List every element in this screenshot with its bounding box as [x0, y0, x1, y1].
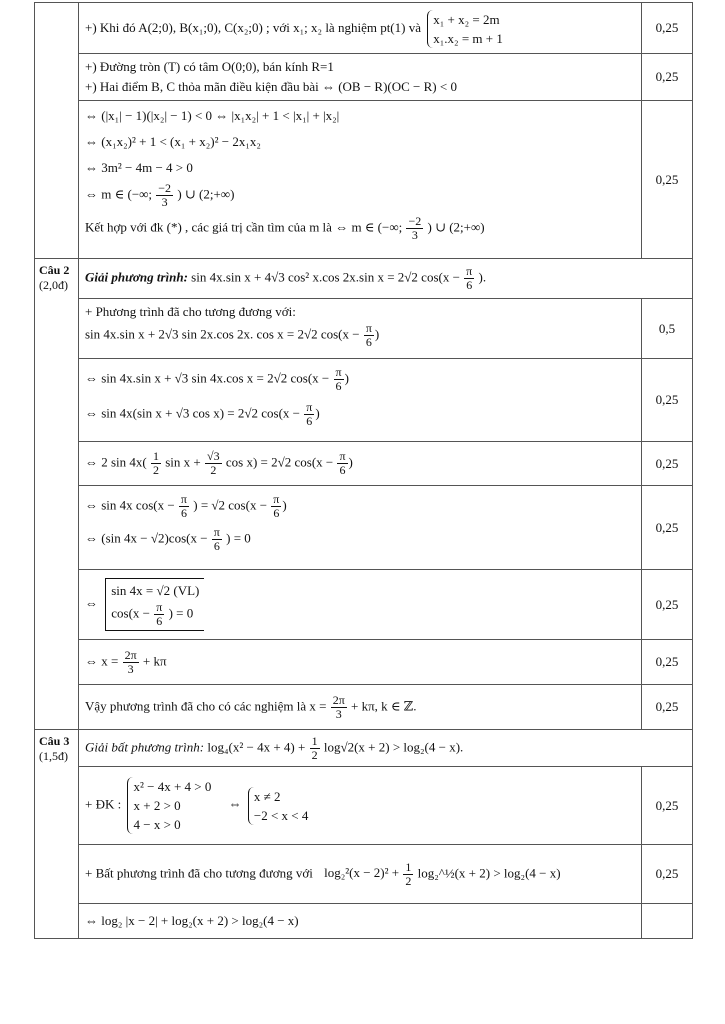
score-cell: 0,25: [642, 767, 693, 845]
score-cell: 0,25: [642, 570, 693, 640]
condition-info: +) Hai điểm B, C thỏa mãn điều kiện đầu bài ⇔ (OB − R)(OC − R) < 0: [85, 79, 457, 94]
table-row: [35, 359, 693, 442]
score-cell: 0,25: [642, 685, 693, 730]
equation: ⇔ log₂ |x − 2| + log₂(x + 2) > log₂(4 − x): [85, 913, 299, 928]
or-bracket: sin 4x = √2 (VL) cos(x − $\frac{\pi}{6}$ ) = 0: [105, 578, 204, 631]
vieta-product: x₁.x₂ = m + 1: [433, 31, 503, 47]
fraction: $\frac{\pi}{6}$: [180, 492, 187, 520]
fraction: $\frac{\pi}{6}$: [365, 321, 372, 349]
content-cell: [79, 486, 642, 570]
content-cell: [79, 101, 642, 259]
conclusion-m: Kết hợp với đk (*) , các giá trị cần tìm của m là ⇔ m ∈ (−∞; $\frac{-2}{3}$ ) ∪ (2;+∞): [85, 214, 485, 242]
score-cell: 0,25: [642, 359, 693, 442]
problem-title: Giải bất phương trình:: [85, 738, 205, 754]
content-cell: [79, 845, 642, 904]
content-cell: [79, 3, 642, 54]
solution-table: [34, 2, 693, 939]
score-cell: 0,25: [642, 640, 693, 685]
equivalent-inequality: + Bất phương trình đã cho tương đương với log₂²(x − 2)² + $\frac{1}{2}$ log₂^½(x + 2) > log₂(4 − x): [85, 859, 561, 888]
fraction: $\frac{\pi}{6}$: [213, 525, 220, 553]
question-cell: [35, 3, 79, 259]
score-cell: 0,25: [642, 442, 693, 486]
content-cell: [79, 904, 642, 939]
question-cell: [35, 730, 79, 939]
question-points: (2,0đ): [39, 278, 68, 292]
equation: ⇔ (sin 4x − √2)cos(x − $\frac{\pi}{6}$ ) = 0: [85, 525, 251, 553]
fraction: $\frac{√3}{2}$: [207, 449, 220, 477]
table-row: [35, 299, 693, 359]
fraction: $\frac{\pi}{6}$: [335, 365, 342, 393]
fraction: $\frac{1}{2}$: [311, 733, 318, 762]
equation: ⇔ sin 4x.sin x + √3 sin 4x.cos x = 2√2 cos(x − $\frac{\pi}{6}$ ): [85, 365, 349, 393]
vieta-sum: x₁ + x₂ = 2m: [433, 12, 500, 28]
table-row: [35, 904, 693, 939]
fraction: $\frac{-2}{3}$: [408, 214, 422, 242]
content-cell: [79, 54, 642, 101]
score-cell: 0,5: [642, 299, 693, 359]
table-row: [35, 730, 693, 767]
table-row: [35, 685, 693, 730]
content-cell: [79, 359, 642, 442]
condition-system: x² − 4x + 4 > 0 x + 2 > 0 4 − x > 0: [127, 777, 211, 834]
equation: ⇔ 2 sin 4x( $\frac{1}{2}$ sin x + $\frac{√3}{2}$ cos x) = 2√2 cos(x − $\frac{\pi}{6}$ ): [85, 449, 353, 477]
khi-do-text: +) Khi đó A(2;0), B(x₁;0), C(x₂;0) ; với x₁; x₂ là nghiệm pt(1) và: [85, 20, 421, 35]
condition-result: x ≠ 2 −2 < x < 4: [248, 787, 309, 825]
content-cell: [79, 685, 642, 730]
step-4: ⇔ m ∈ (−∞; $\frac{-2}{3}$ ) ∪ (2;+∞): [85, 181, 235, 209]
content-cell: [79, 767, 642, 845]
table-row: [35, 54, 693, 101]
fraction: $\frac{2\pi}{3}$: [332, 692, 345, 721]
table-row: [35, 486, 693, 570]
step-3: ⇔ 3m² − 4m − 4 > 0: [85, 160, 193, 175]
table-row: [35, 767, 693, 845]
problem-equation: sin 4x.sin x + 4√3 cos² x.cos 2x.sin x = 2√2 cos(x −: [191, 269, 460, 285]
fraction: $\frac{\pi}{6}$: [306, 400, 313, 428]
fraction: $\frac{\pi}{6}$: [273, 492, 280, 520]
table-row: [35, 640, 693, 685]
score-cell: 0,25: [642, 845, 693, 904]
fraction: $\frac{\pi}{6}$: [466, 264, 473, 292]
content-cell: [79, 640, 642, 685]
problem-equation: log₄(x² − 4x + 4) +: [207, 738, 306, 754]
equation: ⇔ sin 4x = √2 (VL) cos(x − $\frac{\pi}{6}$ ) = 0: [85, 578, 635, 631]
equation: ⇔ x = $\frac{2\pi}{3}$ + kπ: [85, 647, 167, 676]
table-row: [35, 442, 693, 486]
fraction: $\frac{2\pi}{3}$: [124, 647, 137, 676]
content-cell: Giải phương trình: sin 4x.sin x + 4√3 cos² x.cos 2x.sin x = 2√2 cos(x − $\frac{\pi}{6}$ ).: [79, 259, 693, 299]
equation: ⇔ sin 4x cos(x − $\frac{\pi}{6}$ ) = √2 cos(x − $\frac{\pi}{6}$ ): [85, 492, 287, 520]
fraction: $\frac{\pi}{6}$: [156, 600, 163, 628]
score-cell: 0,25: [642, 54, 693, 101]
table-row: [35, 259, 693, 299]
table-row: [35, 3, 693, 54]
step-2: ⇔ (x₁x₂)² + 1 < (x₁ + x₂)² − 2x₁x₂: [85, 134, 261, 149]
score-cell: 0,25: [642, 486, 693, 570]
question-cell: [35, 259, 79, 730]
score-cell: 0,25: [642, 3, 693, 54]
fraction: $\frac{-2}{3}$: [158, 181, 172, 209]
content-cell: [79, 570, 642, 640]
step-1: ⇔ (|x₁| − 1)(|x₂| − 1) < 0 ⇔ |x₁x₂| + 1 < |x₁| + |x₂|: [85, 108, 340, 123]
question-points: (1,5đ): [39, 749, 68, 763]
conclusion: Vậy phương trình đã cho có các nghiệm là x = $\frac{2\pi}{3}$ + kπ, k ∈ ℤ.: [85, 692, 417, 721]
content-cell: [79, 442, 642, 486]
intro: + Phương trình đã cho tương đương với:: [85, 304, 296, 319]
fraction: $\frac{1}{2}$: [153, 449, 159, 477]
table-row: [35, 845, 693, 904]
circle-info: +) Đường tròn (T) có tâm O(0;0), bán kính R=1: [85, 59, 334, 74]
question-label: Câu 3: [39, 734, 70, 748]
content-cell: Giải bất phương trình: log₄(x² − 4x + 4) + $\frac{1}{2}$ log√2(x + 2) > log₂(4 − x).: [79, 730, 693, 767]
question-label: Câu 2: [39, 263, 70, 277]
equation: sin 4x.sin x + 2√3 sin 2x.cos 2x. cos x = 2√2 cos(x − $\frac{\pi}{6}$ ): [85, 321, 380, 349]
score-cell: [642, 904, 693, 939]
vieta-system: [427, 10, 503, 48]
equation: ⇔ sin 4x(sin x + √3 cos x) = 2√2 cos(x − $\frac{\pi}{6}$ ): [85, 400, 320, 428]
condition: + ĐK : x² − 4x + 4 > 0 x + 2 > 0 4 − x > 0 ⇔ x ≠ 2 −2 < x < 4: [85, 779, 309, 832]
problem-title: Giải phương trình:: [85, 269, 188, 285]
table-row: [35, 101, 693, 259]
table-row: [35, 570, 693, 640]
content-cell: [79, 299, 642, 359]
score-cell: 0,25: [642, 101, 693, 259]
fraction: $\frac{\pi}{6}$: [339, 449, 346, 477]
fraction: $\frac{1}{2}$: [405, 859, 412, 888]
